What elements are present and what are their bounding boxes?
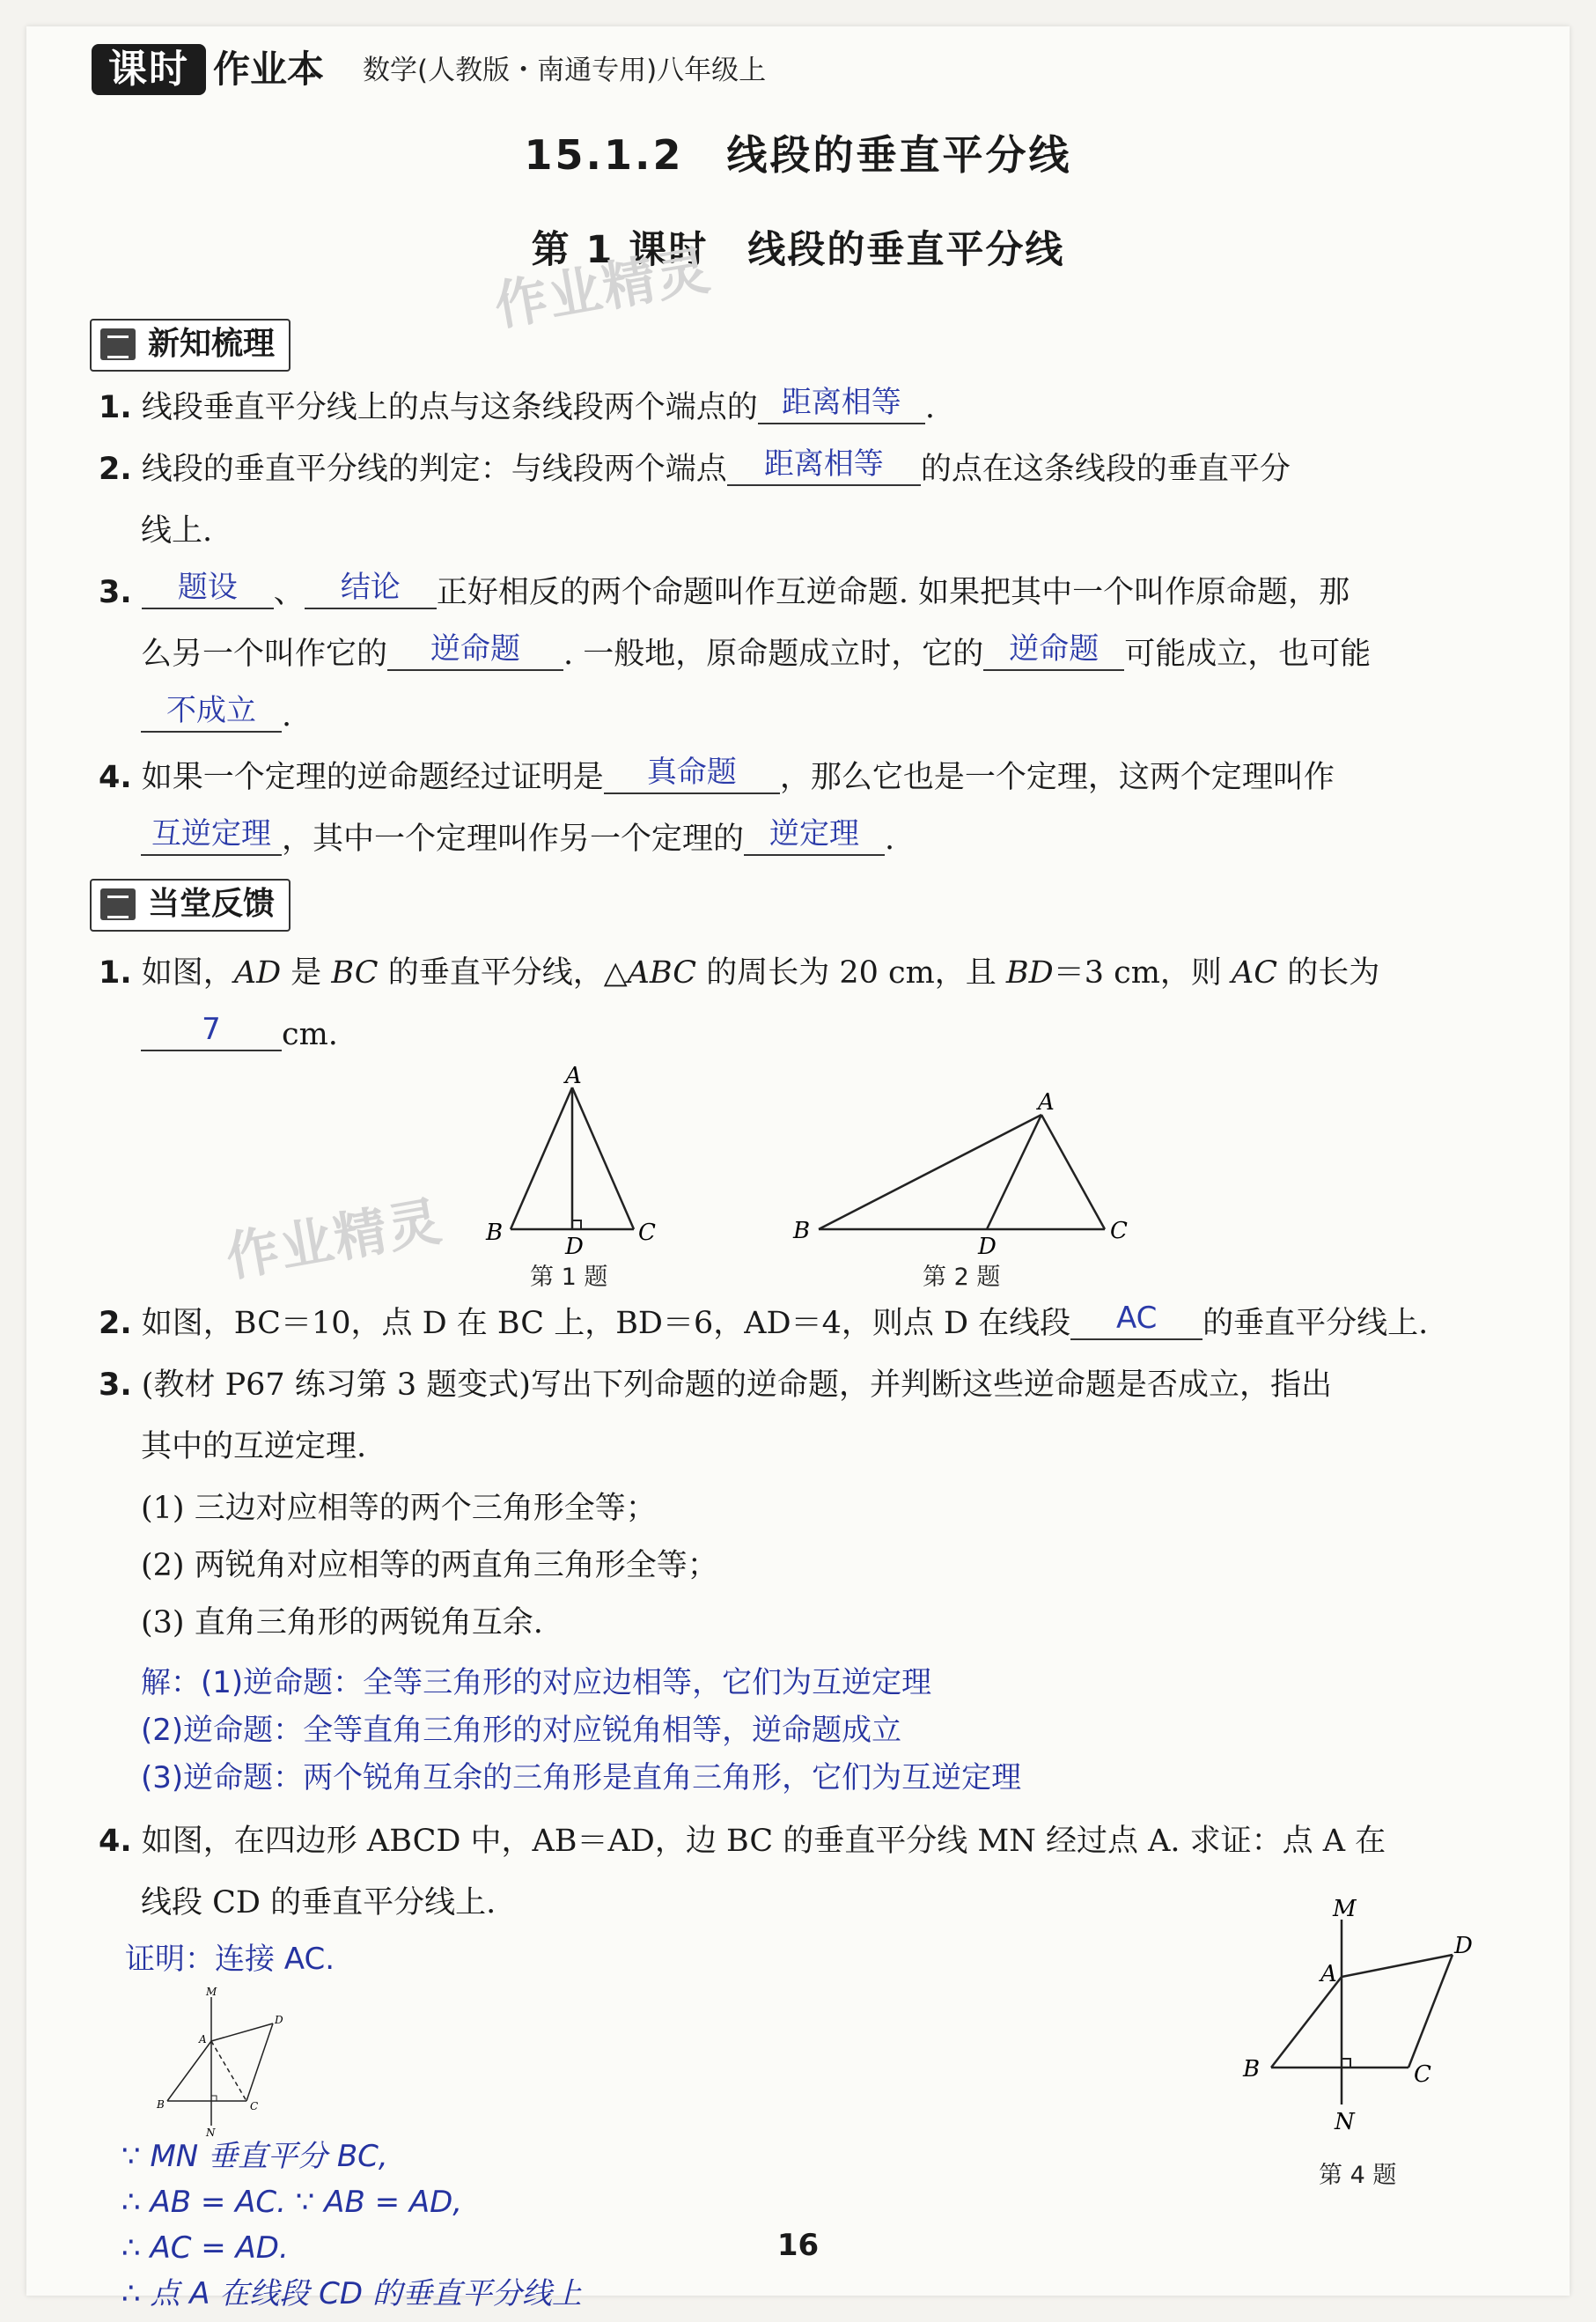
- label-B: B: [1243, 2056, 1261, 2082]
- s2-question-2: [99, 1301, 1428, 1345]
- question-number: 1.: [99, 390, 132, 425]
- sketch-label-M: M: [206, 1987, 217, 1998]
- question-text: .: [924, 390, 935, 425]
- label-C: C: [1110, 1218, 1128, 1244]
- proof-line-2: ∵ MN 垂直平分 BC,: [121, 2139, 388, 2174]
- question-text: .: [282, 698, 292, 733]
- question-number: 2.: [99, 1306, 132, 1341]
- figure-4: [1232, 1893, 1497, 2149]
- proof-sketch: [150, 1987, 299, 2136]
- question-text: ，其中一个定理叫作另一个定理的: [282, 822, 745, 857]
- answer-blank: 真命题: [604, 752, 780, 794]
- proof-line-5: ∴ 点 A 在线段 CD 的垂直平分线上: [121, 2276, 582, 2311]
- question-text: 的周长为 20 cm，且: [696, 955, 1006, 991]
- book-subject: 数学(人教版・南通专用)八年级上: [363, 55, 767, 86]
- label-B: B: [793, 1218, 811, 1244]
- question-text: ，那么它也是一个定理，这两个定理叫作: [779, 760, 1335, 795]
- answer-blank: 题设: [142, 567, 274, 609]
- figure-2: [788, 1090, 1140, 1257]
- math-var: AC: [1232, 955, 1278, 991]
- s1-question-3: [99, 571, 1350, 615]
- question-text: .: [885, 822, 895, 857]
- label-M: M: [1333, 1896, 1357, 1922]
- question-text: 的垂直平分线上.: [1203, 1306, 1429, 1341]
- s2-question-3-cont: 其中的互逆定理.: [141, 1429, 367, 1464]
- label-A: A: [1038, 1090, 1055, 1116]
- s1-question-4: [99, 756, 1335, 800]
- watermark-mid: 作业精灵: [221, 1190, 448, 1289]
- question-text: 的长为: [1277, 955, 1380, 991]
- question-text: ＝3 cm，则: [1053, 955, 1232, 991]
- book-icon: [100, 328, 136, 360]
- question-number: 4.: [99, 760, 132, 795]
- label-C: C: [638, 1220, 656, 1246]
- book-name: 作业本: [213, 48, 325, 91]
- question-text: 线段垂直平分线上的点与这条线段两个端点的: [141, 390, 758, 425]
- s2-question-3: [99, 1363, 1332, 1407]
- label-D: D: [565, 1234, 584, 1259]
- question-text: . 一般地，原命题成立时，它的: [563, 637, 984, 672]
- answer-blank: 结论: [305, 567, 437, 609]
- q3-answer-1: 解：(1)逆命题：全等三角形的对应边相等，它们为互逆定理: [141, 1665, 932, 1700]
- section-heading: 当堂反馈: [148, 886, 276, 922]
- question-number: 3.: [99, 1367, 132, 1403]
- s1-question-3-cont2: [141, 694, 291, 738]
- s2-question-4-cont: 线段 CD 的垂直平分线上.: [141, 1885, 496, 1920]
- answer-blank: 距离相等: [758, 382, 925, 424]
- answer-blank: 逆定理: [744, 814, 885, 856]
- label-D: D: [978, 1234, 997, 1257]
- question-text: 正好相反的两个命题叫作互逆命题. 如果把其中一个叫作原命题，那: [436, 575, 1350, 610]
- question-text: (教材 P67 练习第 3 题变式)写出下列命题的逆命题，并判断这些逆命题是否成立，指出: [141, 1367, 1332, 1403]
- question-text: 如图，在四边形 ABCD 中，AB＝AD，边 BC 的垂直平分线 MN 经过点 A. 求证：点 A 在: [141, 1824, 1386, 1859]
- s1-question-4-cont: [141, 817, 894, 861]
- section-new-knowledge: [90, 319, 291, 372]
- s1-question-2-cont: 线上.: [141, 513, 213, 549]
- page-number: 16: [776, 2228, 820, 2263]
- lesson-title: 15.1.2 线段的垂直平分线: [524, 131, 1072, 179]
- question-text: 如图，: [141, 955, 234, 991]
- q3-answer-2: (2)逆命题：全等直角三角形的对应锐角相等，逆命题成立: [141, 1713, 902, 1748]
- question-text: 、: [273, 575, 305, 610]
- question-text: 是: [281, 955, 332, 991]
- lesson-subtitle: 第 1 课时 线段的垂直平分线: [531, 228, 1065, 272]
- figure-4-caption: 第 4 题: [1319, 2162, 1397, 2189]
- q3-answer-3: (3)逆命题：两个锐角互余的三角形是直角三角形，它们为互逆定理: [141, 1760, 1022, 1795]
- question-text: 如图，BC＝10，点 D 在 BC 上，BD＝6，AD＝4，则点 D 在线段: [141, 1306, 1071, 1341]
- proof-line-1: 证明：连接 AC.: [125, 1942, 335, 1977]
- s2-question-1-cont: [141, 1013, 338, 1057]
- label-D: D: [1454, 1933, 1473, 1959]
- question-number: 2.: [99, 452, 132, 487]
- watermark-top: 作业精灵: [489, 239, 717, 338]
- label-A: A: [1320, 1961, 1337, 1987]
- figure-1: [475, 1065, 669, 1259]
- figure-2-caption: 第 2 题: [923, 1264, 1001, 1291]
- math-var: BC: [331, 955, 379, 991]
- s2-question-4: [99, 1819, 1386, 1863]
- math-var: AD: [233, 955, 282, 991]
- question-text: 可能成立，也可能: [1124, 637, 1372, 672]
- s2-question-1: [99, 951, 1379, 995]
- pencil-icon: [100, 888, 136, 920]
- answer-blank: 互逆定理: [141, 814, 282, 856]
- answer-blank: 不成立: [141, 690, 282, 733]
- sketch-label-A: A: [199, 2033, 207, 2046]
- math-var: BD: [1005, 955, 1054, 991]
- label-A: A: [565, 1065, 582, 1089]
- question-text: 线段的垂直平分线的判定：与线段两个端点: [141, 452, 727, 487]
- answer-blank: 逆命题: [387, 629, 563, 671]
- proof-line-4: ∴ AC = AD.: [121, 2230, 289, 2266]
- section-class-feedback: [90, 879, 291, 932]
- proof-line-3: ∴ AB = AC. ∵ AB = AD,: [121, 2185, 463, 2220]
- label-C: C: [1414, 2061, 1431, 2088]
- s1-question-3-cont: [141, 632, 1371, 676]
- sketch-label-C: C: [250, 2100, 259, 2112]
- figure-1-caption: 第 1 题: [530, 1264, 608, 1291]
- sketch-label-N: N: [206, 2127, 216, 2136]
- s1-question-1: [99, 386, 935, 430]
- sketch-label-D: D: [275, 2014, 283, 2026]
- s2-q3-item-2: (2) 两锐角对应相等的两直角三角形全等；: [141, 1548, 718, 1583]
- answer-blank: 距离相等: [727, 444, 921, 486]
- question-text: 如果一个定理的逆命题经过证明是: [141, 760, 604, 795]
- sketch-label-B: B: [157, 2098, 165, 2111]
- answer-blank: 逆命题: [983, 629, 1124, 671]
- answer-blank: AC: [1070, 1298, 1203, 1340]
- question-number: 3.: [99, 575, 132, 610]
- question-text: 的垂直平分线，△: [378, 955, 628, 991]
- s2-q3-item-3: (3) 直角三角形的两锐角互余.: [141, 1605, 543, 1640]
- question-text: 的点在这条线段的垂直平分: [920, 452, 1291, 487]
- question-number: 4.: [99, 1824, 132, 1859]
- question-number: 1.: [99, 955, 132, 991]
- answer-blank: 7: [141, 1009, 282, 1051]
- question-text: cm.: [282, 1017, 338, 1052]
- section-heading: 新知梳理: [148, 326, 276, 362]
- s1-question-2: [99, 447, 1291, 491]
- label-N: N: [1335, 2109, 1355, 2135]
- book-logo: 课时: [92, 44, 206, 95]
- math-var: ABC: [627, 955, 697, 991]
- s2-q3-item-1: (1) 三边对应相等的两个三角形全等；: [141, 1491, 657, 1526]
- label-B: B: [486, 1220, 504, 1246]
- question-text: 么另一个叫作它的: [141, 637, 388, 672]
